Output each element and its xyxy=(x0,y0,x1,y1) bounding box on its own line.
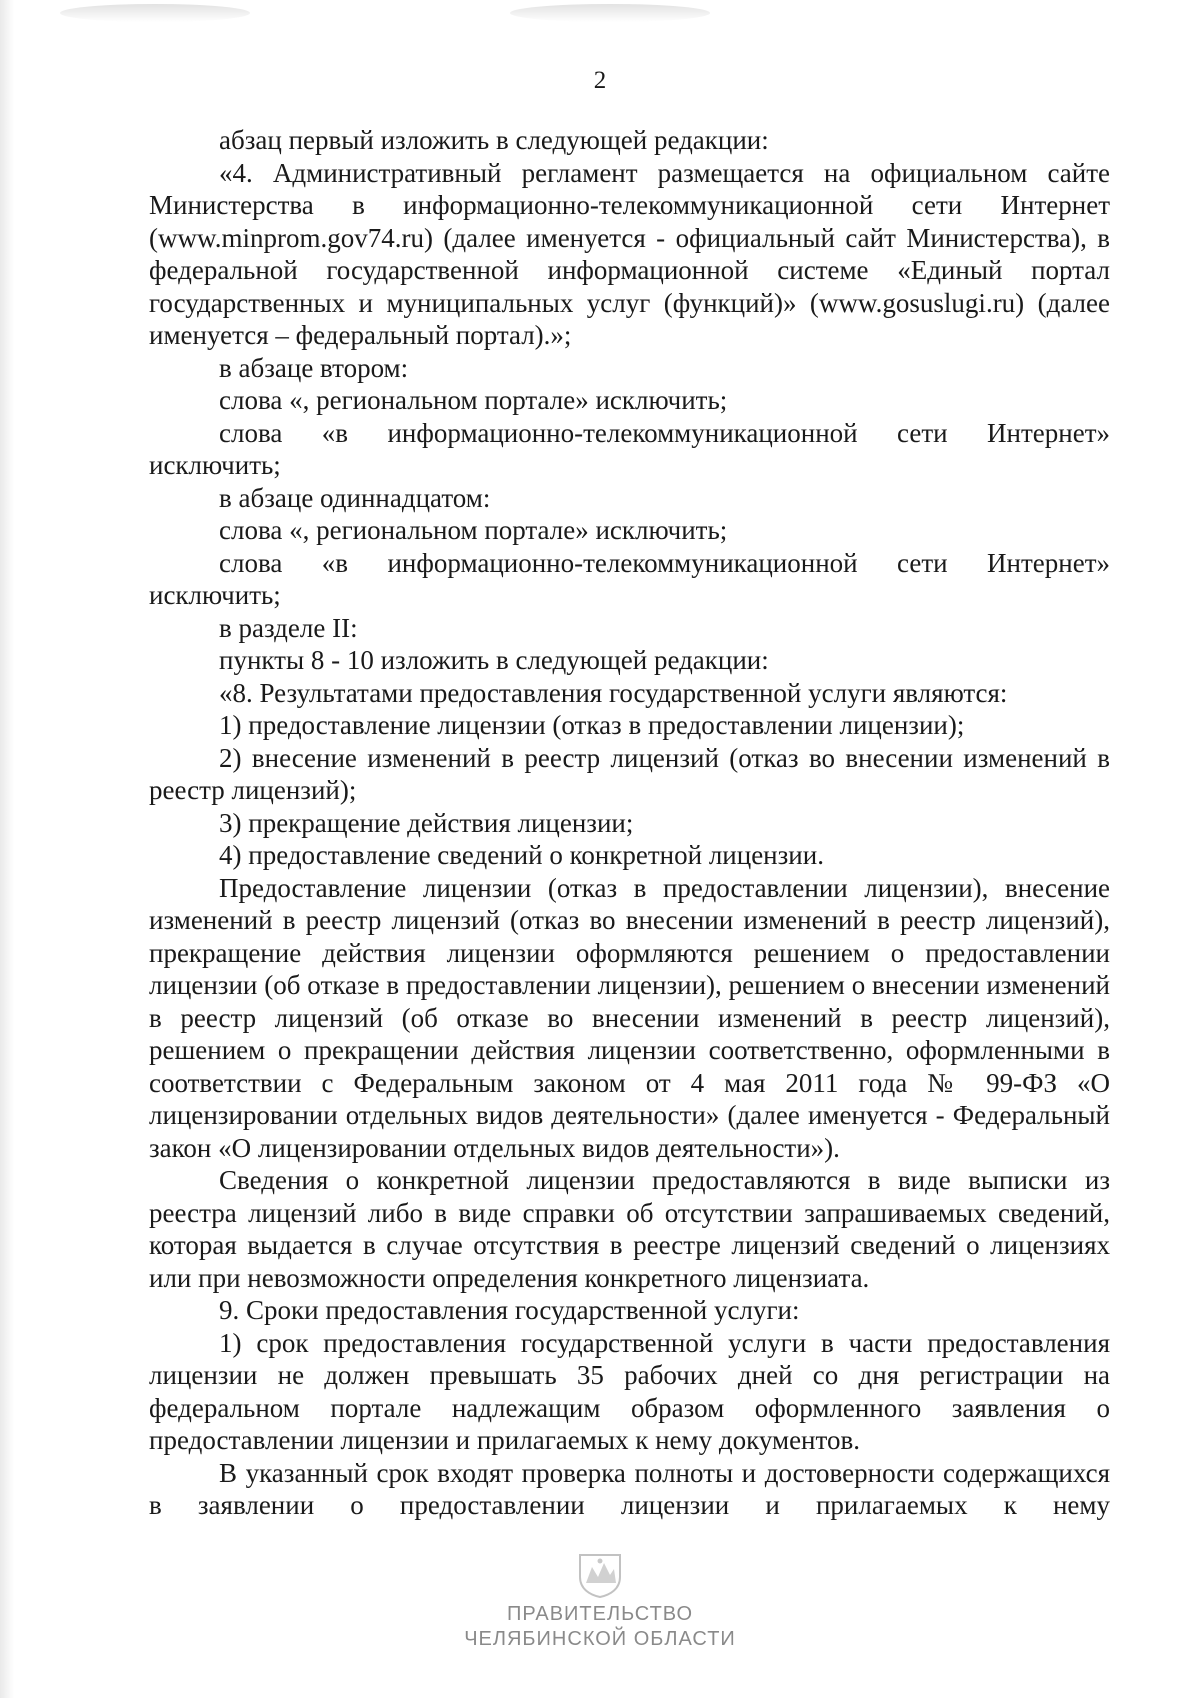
paragraph: 1) срок предоставления государственной услуги в части предоставления лицензии не должен превышать 35 рабочих дней со дня регистрации на федеральном портале надлежащим образом оформленного заявления о предоставлении лицензии и прилагаемых к нему документов. xyxy=(149,1327,1110,1455)
paragraph: 1) предоставление лицензии (отказ в предоставлении лицензии); xyxy=(219,710,965,740)
paragraph: слова «, региональном портале» исключить; xyxy=(219,515,728,545)
coat-of-arms-icon xyxy=(574,1551,626,1599)
paragraph: слова «в информационно-телекоммуникационной сети Интернет» исключить; xyxy=(149,547,1110,610)
paragraph: в разделе II: xyxy=(219,612,358,643)
paragraph: «8. Результатами предоставления государственной услуги являются: xyxy=(219,677,1008,708)
paragraph: 4) предоставление сведений о конкретной лицензии. xyxy=(219,840,824,870)
paragraph: 9. Сроки предоставления государственной услуги: xyxy=(219,1295,800,1325)
paragraph: 2) внесение изменений в реестр лицензий (отказ во внесении изменений в реестр лицензий); xyxy=(149,742,1110,805)
paragraph: абзац первый изложить в следующей редакции: xyxy=(219,125,769,155)
paragraph: пункты 8 - 10 изложить в следующей редакции: xyxy=(219,645,769,675)
document-body xyxy=(149,124,1110,1522)
paragraph: слова «, региональном портале» исключить; xyxy=(219,385,728,415)
paragraph: 3) прекращение действия лицензии; xyxy=(219,807,634,838)
paragraph: в абзаце втором: xyxy=(219,352,409,383)
paragraph: Предоставление лицензии (отказ в предоставлении лицензии), внесение изменений в реестр лицензий (отказ во внесении изменений в реестр лицензий), прекращение действия лицензии оформляются решением о предоставлении лицензии (об отказе в предоставлении лицензии), решением о внесении изменений в реестр лицензий (об отказе во внесении изменений в реестр лицензий), решением о прекращении действия лицензии соответственно, оформленными в соответствии с Федеральным законом от 4 мая 2011 года № 99-ФЗ «О лицензировании отдельных видов деятельности» (далее именуется - Федеральный закон «О лицензировании отдельных видов деятельности»). xyxy=(149,872,1110,1163)
paragraph: Сведения о конкретной лицензии предоставляются в виде выписки из реестра лицензий либо в виде справки об отсутствии запрашиваемых сведений, которая выдается в случае отсутствия в реестре лицензий сведений о лицензиях или при невозможности определения конкретного лицензиата. xyxy=(149,1165,1110,1293)
paragraph: в абзаце одиннадцатом: xyxy=(219,482,491,513)
paragraph: В указанный срок входят проверка полноты и достоверности содержащихся в заявлении о предоставлении лицензии и прилагаемых к нему xyxy=(149,1457,1110,1520)
footer-org-region: ЧЕЛЯБИНСКОЙ ОБЛАСТИ xyxy=(464,1628,736,1650)
page-number: 2 xyxy=(593,67,607,94)
footer-org-name: ПРАВИТЕЛЬСТВО xyxy=(506,1603,694,1625)
paragraph: «4. Административный регламент размещается на официальном сайте Министерства в информационно-телекоммуникационной сети Интернет (www.minprom.gov74.ru) (далее именуется - официальный сайт Министерства), в федеральной государственной информационной системе «Единый портал государственных и муниципальных услуг (функций)» (www.gosuslugi.ru) (далее именуется – федеральный портал).»; xyxy=(149,157,1110,350)
scan-smudge xyxy=(60,4,250,22)
paragraph: слова «в информационно-телекоммуникационной сети Интернет» исключить; xyxy=(149,417,1110,480)
scan-smudge xyxy=(510,4,710,22)
scan-edge xyxy=(0,0,14,1698)
